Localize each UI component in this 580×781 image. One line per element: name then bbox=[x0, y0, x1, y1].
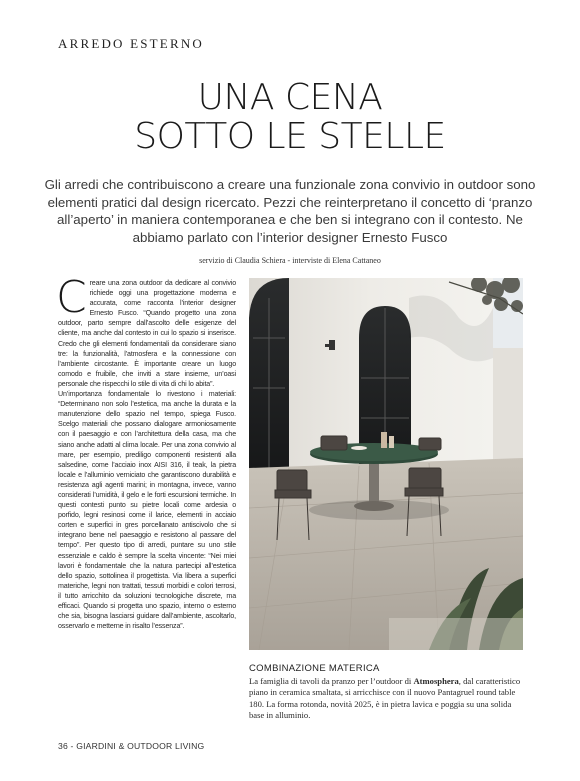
terrace-dining-illustration bbox=[249, 278, 523, 650]
headline-line-2: SOTTO LE STELLE bbox=[134, 116, 446, 157]
caption-title: COMBINAZIONE MATERICA bbox=[249, 663, 380, 674]
caption-text-start: La famiglia di tavoli da pranzo per l’outdoor di bbox=[249, 676, 414, 686]
caption-text bbox=[249, 676, 525, 722]
credits-line: servizio di Claudia Schiera - interviste di Elena Cattaneo bbox=[199, 256, 381, 265]
section-label: ARREDO ESTERNO bbox=[58, 36, 204, 51]
page-footer: 36 - GIARDINI & OUTDOOR LIVING bbox=[58, 741, 205, 751]
article-paragraph-1-text: reare una zona outdoor da dedicare al convivio richiede oggi una progettazione moderna e accurata, come racconta l’interior designer Ernesto Fusco. “Quando progetto una zona outdoor, parto sempre dall’ascolto delle esigenze del cliente, ma anche dal contesto in cui lo spazio si inserisce. Credo che gli elementi fondamentali da considerare siano tre: la funzionalità, l’atmosfera e la connessione con l’ambiente circostante. È importante creare un luogo comodo e fruibile, che inviti a stare insieme, un’oasi personale che rispecchi lo stile di vita di chi lo abita”. bbox=[58, 279, 236, 388]
caption-brand: Atmosphera bbox=[413, 676, 459, 686]
drop-cap: C bbox=[56, 272, 87, 323]
caption-text-end: , dal caratteristico piano in ceramica smaltata, si arricchisce con il nuovo Pantagruel round table 180. La forma rotonda, novità 2025, è in pietra lavica e poggia su una solida base in alluminio. bbox=[249, 676, 521, 721]
feature-photo bbox=[249, 278, 523, 650]
headline bbox=[0, 78, 580, 156]
article-body bbox=[56, 272, 236, 631]
headline-line-1: UNA CENA bbox=[197, 77, 383, 118]
lead-paragraph: Gli arredi che contribuiscono a creare una funzionale zona convivio in outdoor sono elementi pratici dal design ricercato. Pezzi che reinterpretano il concetto di ‘pranzo all’aperto’ in maniera contemporanea e che ben si integrano con il contesto. Ne abbiamo parlato con l’interior designer Ernesto Fusco bbox=[44, 177, 536, 245]
article-paragraph-2: Un’importanza fondamentale lo rivestono i materiali: “Determinano non solo l’estetica, ma anche la durata e la manutenzione dello spazio nel tempo, spiega Fusco. Scelgo materiali che possano dialogare armoniosamente con il paesaggio e con l’architettura della casa, ma che siano anche adatti al clima locale. Per una zona convivio al mare, per esempio, prediligo componenti resistenti alla salsedine, come l’acciaio inox AISI 316, il teak, la pietra locale e l’alluminio verniciato che garantiscono durabilità e resistenza agli agenti marini; in montagna, invece, vanno considerati l’umidità, il gelo e le forti escursioni termiche. In questi contesti punto su pietre locali come ardesia o porfido, legni resinosi come il larice, elementi in acciaio corten e superfici in gres porcellanato antiscivolo che si integrano bene nel paesaggio e resistono al passare del tempo”. Per questo tipo di arredi, puntare su uno stile essenziale e caldo è sempre la scelta vincente: “Nei miei lavori è fondamentale che la natura partecipi all’estetica dello spazio, sottolinea il progettista. Via libera a superfici materiche, legni non trattati, tessuti morbidi e colori terrosi, il tutto arricchito da soluzioni tecnologiche discrete, ma efficaci. Quando si progetta uno spazio, interno o esterno che sia, bisogna lasciarsi guidare dall’ambiente, ascoltarlo, osservarlo e metterne in risalto l’essenza”. bbox=[58, 390, 236, 631]
article-paragraph-1 bbox=[56, 272, 236, 389]
